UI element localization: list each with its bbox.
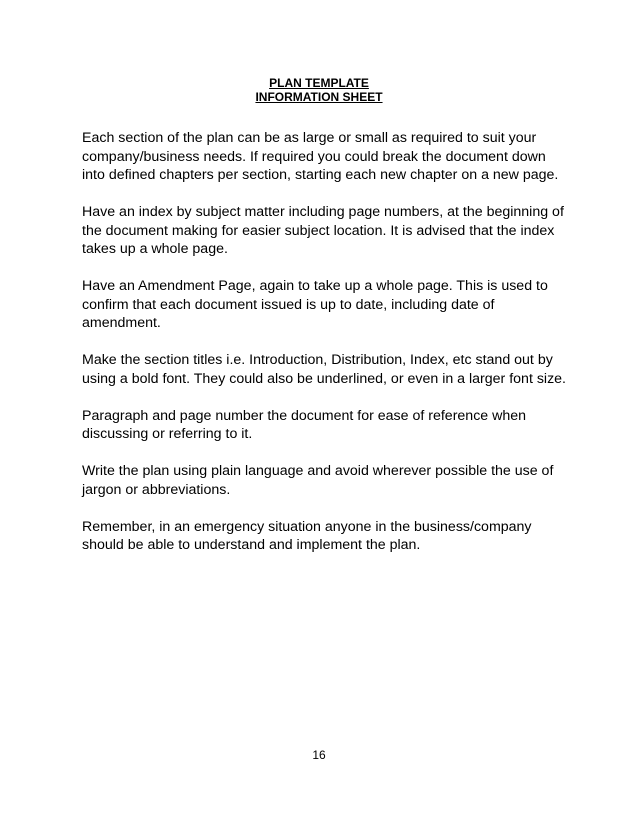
paragraph-line: the document making for easier subject location. It is advised that the index [82, 222, 555, 239]
paragraph-line: confirm that each document issued is up to date, including date of [82, 296, 495, 313]
paragraph-line: Have an index by subject matter including page numbers, at the beginning of [82, 204, 564, 220]
title-line-plan-template: PLAN TEMPLATE [269, 76, 369, 90]
paragraph-index [82, 203, 562, 259]
title-line-information-sheet: INFORMATION SHEET [255, 90, 383, 104]
paragraph-line: Paragraph and page number the document for ease of reference when [82, 407, 527, 424]
body-text [82, 129, 566, 573]
paragraph-line: company/business needs. If required you could break the document down [82, 148, 546, 165]
paragraph-line: into defined chapters per section, starting each new chapter on a new page. [82, 167, 559, 183]
paragraph-plain-language [82, 462, 562, 499]
paragraph-section-titles [82, 351, 566, 388]
paragraph-line: amendment. [82, 315, 161, 331]
paragraph-line: using a bold font. They could also be underlined, or even in a larger font size. [82, 370, 566, 387]
paragraph-line: jargon or abbreviations. [82, 481, 231, 498]
page-number: 16 [312, 748, 326, 762]
paragraph-amendment-page [82, 277, 562, 333]
paragraph-line: Make the section titles i.e. Introduction, Distribution, Index, etc stand out by [82, 352, 553, 368]
paragraph-line: Remember, in an emergency situation anyone in the business/company [82, 518, 532, 535]
paragraph-line: Write the plan using plain language and avoid wherever possible the use of [82, 463, 554, 479]
paragraph-line: Have an Amendment Page, again to take up a whole page. This is used to [82, 278, 548, 294]
paragraph-section-size [82, 129, 562, 185]
paragraph-line: Each section of the plan can be as large or small as required to suit your [82, 130, 537, 146]
paragraph-line: should be able to understand and implement the plan. [82, 537, 421, 553]
document-title [0, 76, 638, 104]
paragraph-line: discussing or referring to it. [82, 426, 253, 442]
paragraph-page-numbering [82, 407, 562, 444]
paragraph-line: takes up a whole page. [82, 241, 228, 257]
paragraph-emergency [82, 518, 562, 555]
